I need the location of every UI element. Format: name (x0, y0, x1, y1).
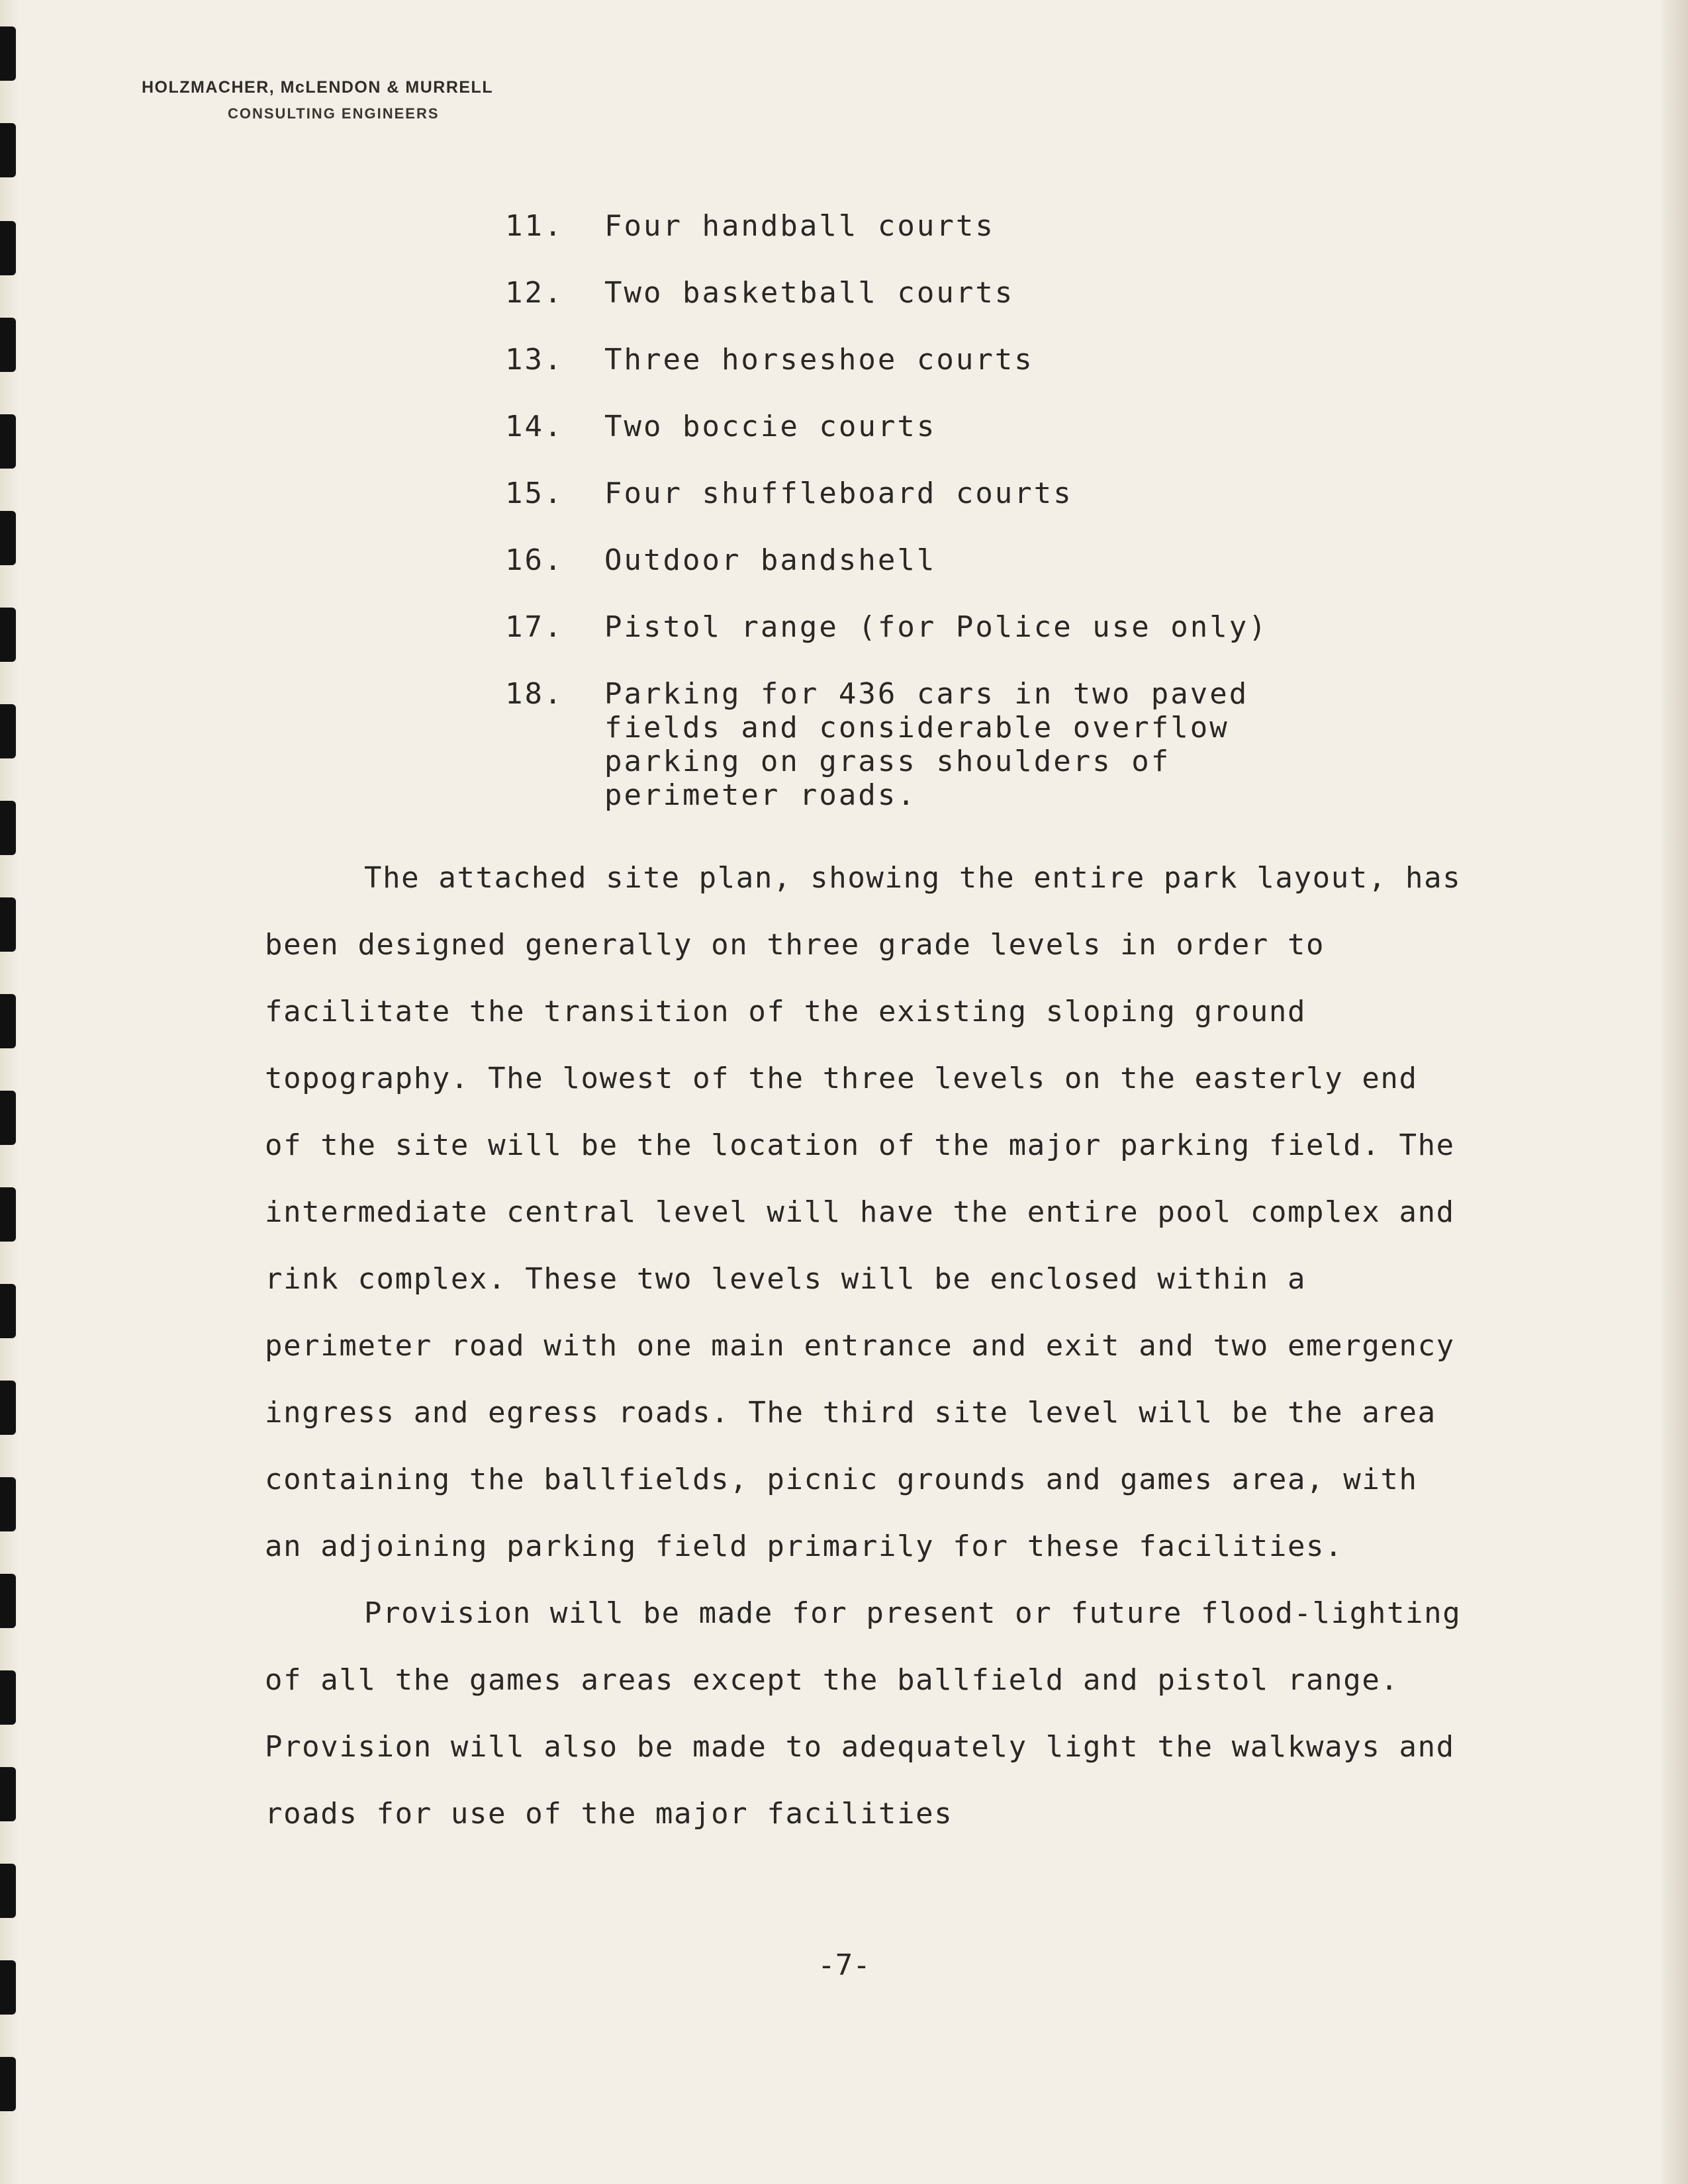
item-text: Four shuffleboard courts (604, 477, 1073, 510)
item-number: 11. (505, 209, 564, 243)
list-item (505, 343, 1445, 377)
item-text: Pistol range (for Police use only) (604, 610, 1268, 644)
list-item (505, 677, 1333, 812)
list-item (505, 276, 1445, 310)
page-number: -7- (818, 1948, 870, 1982)
binding-hole (0, 608, 16, 662)
binding-hole (0, 221, 16, 275)
item-number: 16. (505, 543, 564, 577)
binding-hole (0, 1284, 16, 1338)
paragraph: Provision will be made for present or future flood-lighting of all the games areas except the ballfield and pistol range. Provision will also be made to adequately light the walkways and roads for use of the major facilities (265, 1596, 1462, 1831)
binding-hole (0, 704, 16, 758)
binding-hole (0, 994, 16, 1048)
list-item (505, 610, 1445, 644)
item-text: Two basketball courts (604, 276, 1015, 310)
item-number: 14. (505, 410, 564, 443)
item-number: 15. (505, 477, 564, 510)
paragraph: The attached site plan, showing the entire park layout, has been designed generally on three grade levels in order to facilitate the transition of the existing sloping ground topography. The lowest of the three levels on the easterly end of the site will be the location of the major parking field. The intermediate central level will have the entire pool complex and rink complex. These two levels will be enclosed within a perimeter road with one main entrance and exit and two emergency ingress and egress roads. The third site level will be the area containing the ballfields, picnic grounds and games area, with an adjoining parking field primarily for these facilities. (265, 861, 1462, 1563)
binding-hole (0, 1091, 16, 1145)
item-text: Four handball courts (604, 209, 995, 243)
list-item (505, 209, 1445, 243)
list-item (505, 543, 1445, 577)
firm-name: HOLZMACHER, McLENDON & MURRELL (142, 78, 494, 97)
item-number: 18. (505, 677, 564, 711)
spiral-binding (0, 0, 20, 2184)
item-text: Two boccie courts (604, 410, 937, 443)
item-text: Three horseshoe courts (604, 343, 1034, 377)
item-text: Parking for 436 cars in two paved fields and considerable overflow parking on grass shoulders of perimeter roads. (604, 677, 1249, 812)
item-number: 17. (505, 610, 564, 644)
binding-hole (0, 1670, 16, 1725)
binding-hole (0, 318, 16, 372)
binding-hole (0, 1187, 16, 1242)
body-text (265, 844, 1463, 1847)
letterhead (142, 78, 493, 122)
page-edge-shadow (1662, 0, 1688, 2184)
binding-hole (0, 801, 16, 855)
list-item (505, 410, 1445, 443)
binding-hole (0, 1864, 16, 1918)
item-text: Outdoor bandshell (604, 543, 937, 577)
firm-subtitle: CONSULTING ENGINEERS (228, 105, 440, 122)
binding-hole (0, 1574, 16, 1628)
binding-hole (0, 1477, 16, 1531)
item-number: 13. (505, 343, 564, 377)
binding-hole (0, 414, 16, 469)
binding-hole (0, 26, 16, 81)
binding-hole (0, 2057, 16, 2111)
list-item (505, 477, 1445, 510)
binding-hole (0, 897, 16, 952)
binding-hole (0, 123, 16, 177)
facility-list (505, 209, 1445, 845)
item-number: 12. (505, 276, 564, 310)
binding-hole (0, 1381, 16, 1435)
binding-hole (0, 511, 16, 565)
binding-hole (0, 1767, 16, 1821)
